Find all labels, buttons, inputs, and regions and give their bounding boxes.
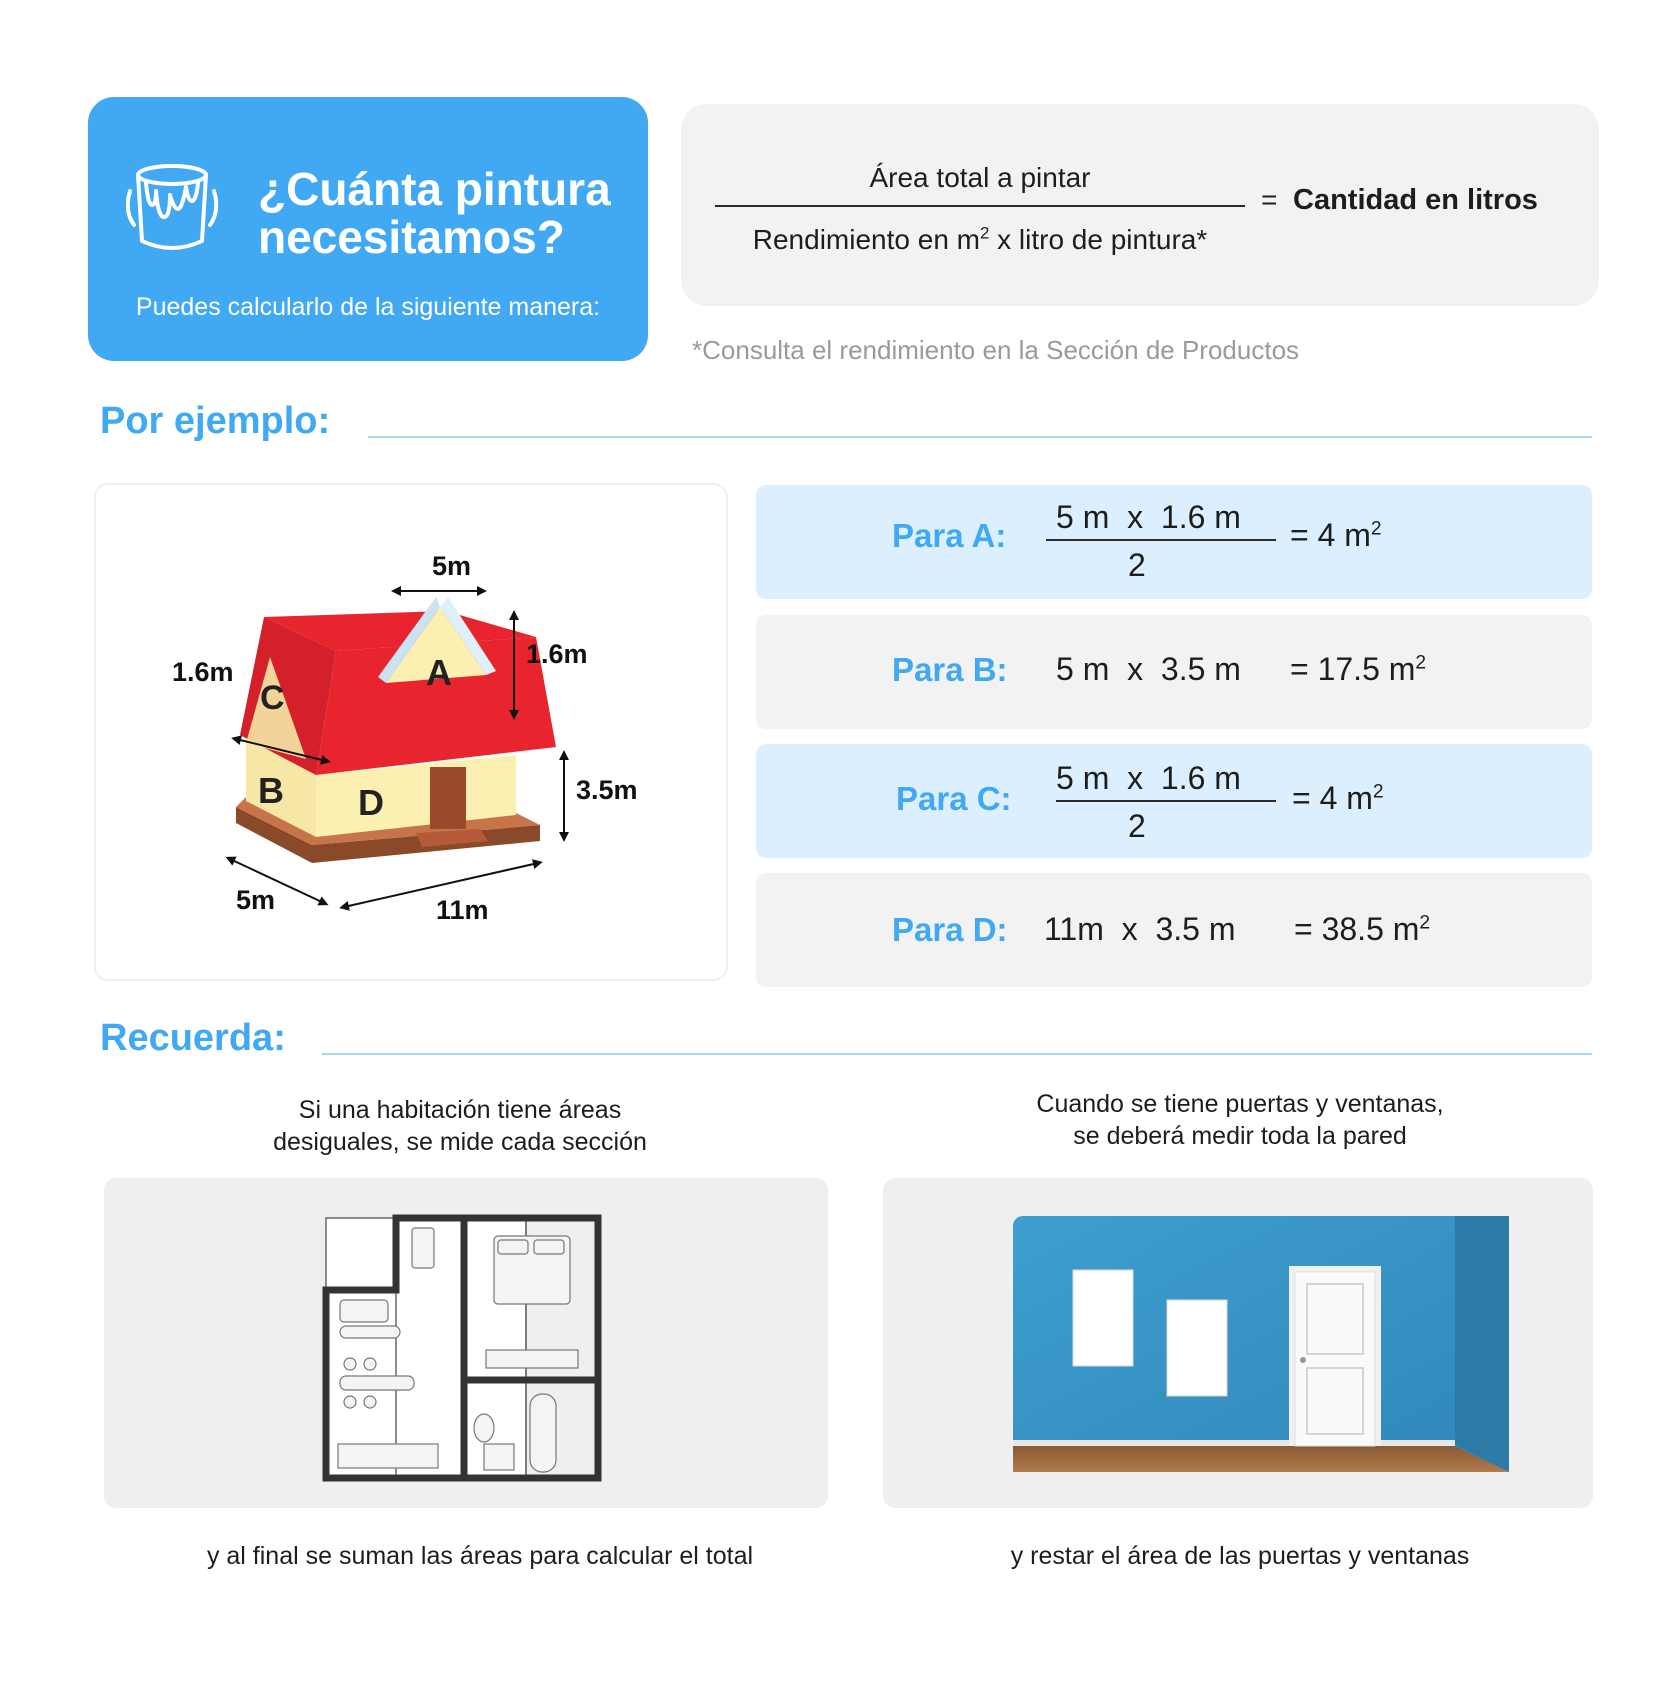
header-subtitle: Puedes calcularlo de la siguiente manera: bbox=[135, 293, 601, 321]
floor-plan-illustration bbox=[104, 1178, 828, 1508]
formula-fraction-bar bbox=[715, 205, 1245, 207]
header-card bbox=[88, 97, 648, 361]
formula-numerator: Área total a pintar bbox=[869, 162, 1091, 193]
dim-wall-height: 3.5m bbox=[576, 775, 638, 805]
house-illustration bbox=[96, 485, 730, 983]
calc-row-result: = 4 $m^2$ bbox=[1290, 517, 1382, 553]
calc-row-result: = 38.5 $m^2$ bbox=[1294, 911, 1431, 947]
remember-left-conclusion: y al final se suman las áreas para calcular el total bbox=[206, 1542, 754, 1570]
formula-card bbox=[681, 104, 1599, 306]
formula-result: Cantidad en litros bbox=[1293, 184, 1538, 216]
house-label-a: A bbox=[426, 652, 452, 693]
formula-denominator: Rendimiento en $m^2$ x litro de pintura* bbox=[752, 223, 1208, 255]
remember-left-intro: Si una habitación tiene áreas desiguales, se mide cada sección bbox=[273, 1096, 647, 1156]
remember-heading: Recuerda: bbox=[100, 1017, 286, 1059]
remember-right-intro: Cuando se tiene puertas y ventanas, se deberá medir toda la pared bbox=[1036, 1090, 1444, 1150]
calc-row-fraction-bar bbox=[1046, 539, 1276, 541]
remember-right-conclusion: y restar el área de las puertas y ventanas bbox=[1010, 1542, 1470, 1570]
paint-bucket-icon bbox=[126, 161, 224, 259]
dim-length: 11m bbox=[436, 895, 489, 925]
remember-divider bbox=[322, 1053, 1592, 1055]
house-illustration-card bbox=[94, 483, 728, 981]
calc-row-numerator: 5 m x 1.6 m bbox=[1056, 499, 1241, 535]
calc-row-d bbox=[756, 873, 1592, 987]
calc-row-numerator: 5 m x 1.6 m bbox=[1056, 760, 1241, 796]
calc-row-label: Para A: bbox=[892, 517, 1007, 554]
house-label-c: C bbox=[260, 679, 285, 717]
calc-row-fraction-bar bbox=[1056, 800, 1276, 802]
calc-row-denominator: 2 bbox=[1128, 547, 1146, 583]
room-wall-card bbox=[883, 1178, 1593, 1508]
house-label-d: D bbox=[358, 782, 384, 823]
calc-row-expression: 5 m x 3.5 m bbox=[1056, 651, 1241, 687]
formula-equals: = bbox=[1261, 184, 1278, 215]
calc-row-label: Para B: bbox=[892, 651, 1008, 688]
dim-left-gable: 1.6m bbox=[172, 657, 234, 687]
calc-row-a bbox=[756, 485, 1592, 599]
dim-top: 5m bbox=[432, 551, 472, 581]
house-label-b: B bbox=[258, 770, 284, 811]
calc-row-b bbox=[756, 615, 1592, 729]
page-title: ¿Cuánta pintura necesitamos? bbox=[258, 163, 611, 263]
dim-depth: 5m bbox=[236, 885, 276, 915]
calc-row-label: Para C: bbox=[896, 780, 1012, 817]
calc-row-denominator: 2 bbox=[1128, 808, 1146, 844]
calc-row-result: = 17.5 $m^2$ bbox=[1290, 651, 1427, 687]
calc-row-expression: 11m x 3.5 m bbox=[1044, 911, 1236, 947]
calc-row-label: Para D: bbox=[892, 911, 1008, 948]
room-wall-illustration bbox=[883, 1178, 1593, 1508]
floor-plan-card bbox=[104, 1178, 828, 1508]
formula-footnote: *Consulta el rendimiento en la Sección de Productos bbox=[692, 335, 1300, 365]
example-heading: Por ejemplo: bbox=[100, 400, 331, 442]
calc-row-result: = 4 $m^2$ bbox=[1292, 780, 1384, 816]
example-divider bbox=[368, 436, 1592, 438]
calc-row-c bbox=[756, 744, 1592, 858]
dim-dormer-height: 1.6m bbox=[526, 639, 588, 669]
